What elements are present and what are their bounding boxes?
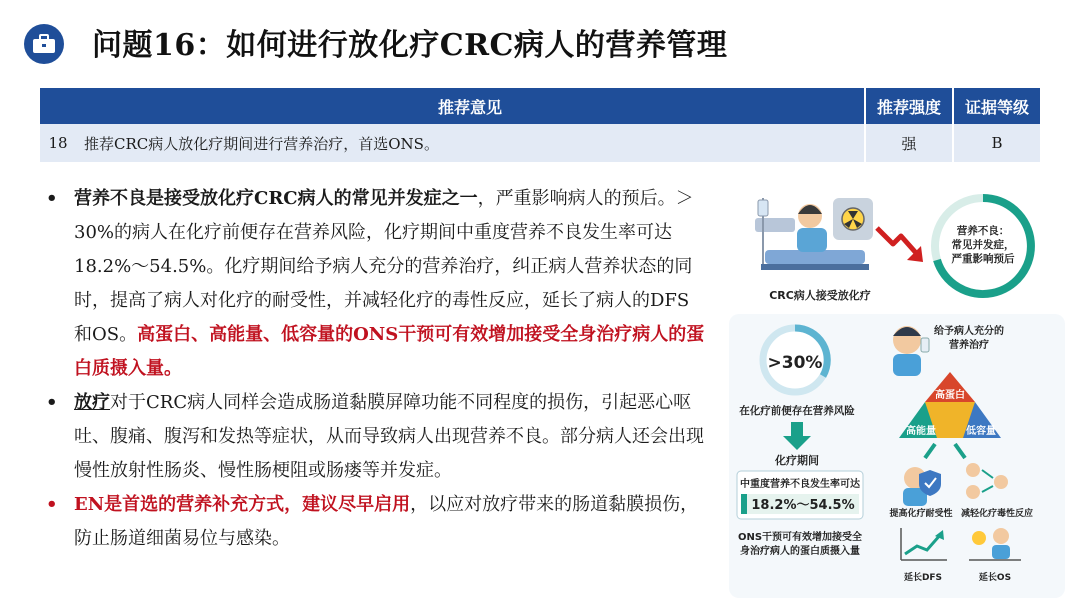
bullet-item-malnutrition — [40, 182, 705, 386]
period-label: 化疗期间 — [775, 454, 819, 467]
circle-line-3: 严重影响预后 — [951, 253, 1015, 265]
therapy-line-1: 给予病人充分的 — [934, 326, 1004, 337]
bullet-text: ，以应对放疗带来的肠道黏膜损伤，防止肠道细菌易位与感染。 — [74, 494, 699, 549]
bullet-text-bold: 营养不良是接受放化疗CRC病人的常见并发症之一 — [74, 188, 478, 209]
column-header-recommendation: 推荐意见 — [76, 88, 865, 124]
risk-value: >30% — [767, 353, 823, 373]
malnutrition-range: 18.2%～54.5% — [751, 498, 855, 513]
bullet-dot-red: • — [46, 494, 58, 515]
bullet-dot: • — [46, 392, 58, 413]
ons-line-1: ONS干预可有效增加接受全 — [737, 532, 863, 543]
recommendation-strength: 强 — [865, 124, 953, 162]
page-title: 问题16：如何进行放化疗CRC病人的营养管理 — [92, 28, 728, 63]
recommendation-table — [40, 88, 1040, 162]
risk-label: 在化疗前便存在营养风险 — [739, 405, 855, 417]
bullet-text-underlined: 放疗 — [74, 392, 110, 413]
pyramid-top: 高蛋白 — [935, 390, 965, 401]
bullet-dot: • — [46, 188, 58, 209]
effect-tolerance: 提高化疗耐受性 — [889, 509, 953, 519]
pyramid-right: 低容量 — [966, 426, 996, 437]
nutrition-infographic — [725, 188, 1070, 600]
briefcase-icon — [24, 24, 64, 64]
trend-down-icon — [877, 228, 923, 262]
ons-line-2: 身治疗病人的蛋白质摄入量 — [740, 546, 860, 557]
evidence-grade: B — [953, 124, 1040, 162]
circle-line-1: 营养不良： — [956, 225, 1010, 237]
malnutrition-label: 中重度营养不良发生率可达 — [740, 479, 860, 490]
extend-dfs: 延长DFS — [903, 573, 943, 583]
recommendation-text: 推荐CRC病人放化疗期间进行营养治疗，首选ONS。 — [76, 124, 865, 162]
bullet-text-highlight: 高蛋白、高能量、低容量的ONS干预可有效增加接受全身治疗病人的蛋白质摄入量。 — [74, 324, 705, 379]
pyramid-left: 高能量 — [906, 426, 936, 437]
bullet-text: ，严重影响病人的预后。＞30%的病人在化疗前便存在营养风险，化疗期间中重度营养不良发生率可达18.2%～54.5%。化疗期间给予病人充分的营养治疗，纠正病人营养状态的同时，提高了病人对化疗的耐受性，并减轻化疗的毒性反应，延长了病人的DFS和OS。 — [74, 188, 694, 345]
table-header-row — [40, 88, 1040, 124]
bullet-item-radiotherapy — [40, 386, 705, 488]
bullet-item-en — [40, 488, 705, 556]
bullet-list — [40, 182, 705, 556]
table-row — [40, 124, 1040, 162]
column-header-number — [40, 88, 76, 124]
bullet-text-highlight: EN是首选的营养补充方式，建议尽早启用 — [74, 494, 411, 515]
column-header-strength: 推荐强度 — [865, 88, 953, 124]
row-number: 18 — [40, 124, 76, 162]
patient-caption: CRC病人接受放化疗 — [769, 289, 871, 302]
column-header-grade: 证据等级 — [953, 88, 1040, 124]
therapy-line-2: 营养治疗 — [949, 340, 989, 351]
patient-bed-icon — [755, 198, 873, 270]
extend-os: 延长OS — [978, 573, 1012, 583]
malnutrition-accent — [741, 494, 747, 514]
circle-line-2: 常见并发症， — [951, 239, 1015, 251]
bullet-text: 对于CRC病人同样会造成肠道黏膜屏障功能不同程度的损伤，引起恶心呕吐、腹痛、腹泻和发热等症状，从而导致病人出现营养不良。部分病人还会出现慢性放射性肠炎、慢性肠梗阻或肠瘘等并发症。 — [74, 392, 704, 481]
effect-toxicity: 减轻化疗毒性反应 — [960, 509, 1034, 519]
